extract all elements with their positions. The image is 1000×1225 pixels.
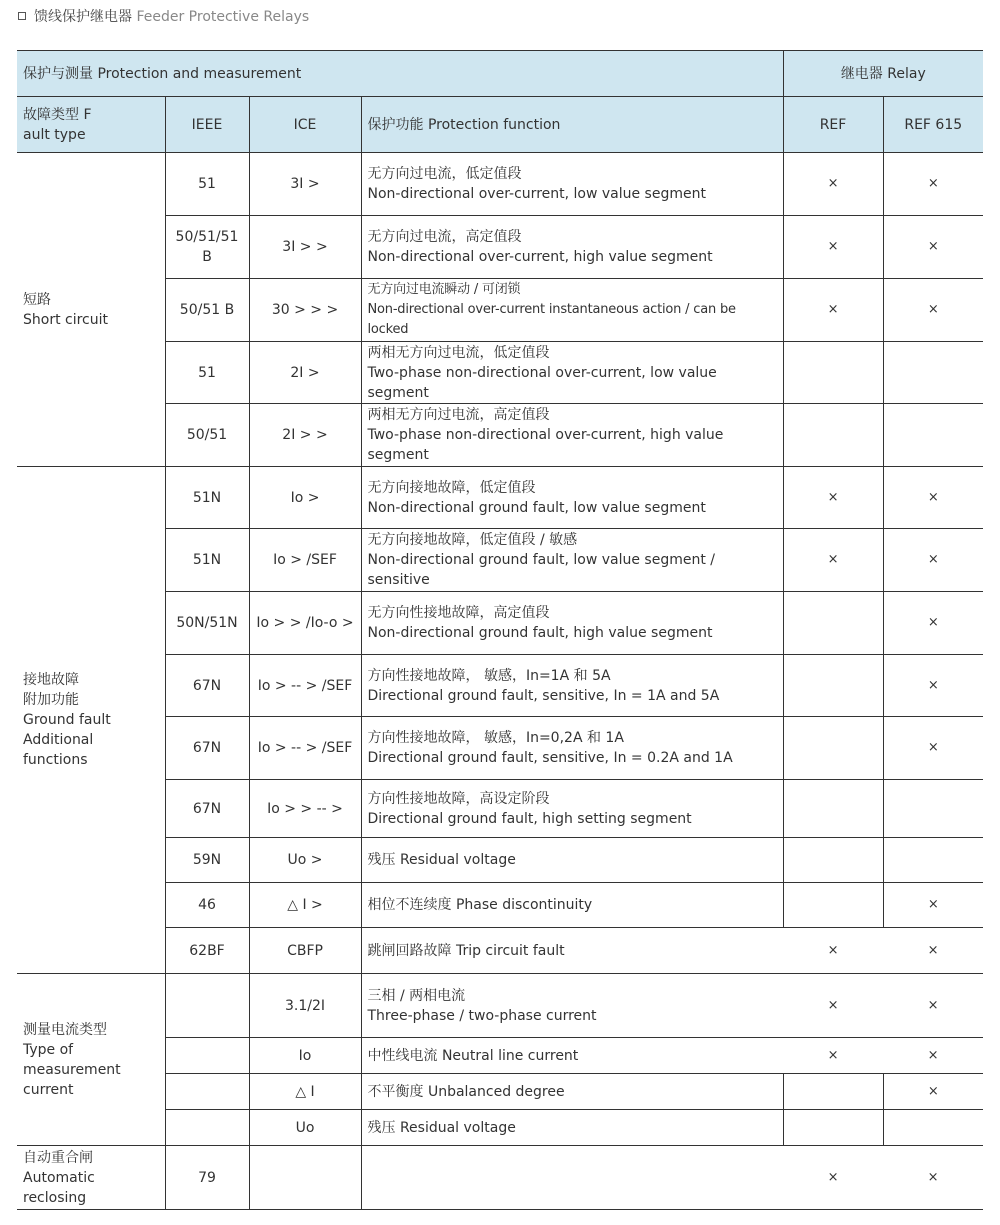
cell-function: 无方向过电流，低定值段 Non-directional over-current, low value segment <box>361 153 783 216</box>
cell-ice: 3I > <box>249 153 361 216</box>
cell-function <box>361 1146 783 1210</box>
table-row <box>17 467 983 529</box>
cell-ieee: 51 <box>165 342 249 404</box>
cell-function: 两相无方向过电流，低定值段 Two-phase non-directional over-current, low value segment <box>361 342 783 404</box>
cell-ref615: × <box>883 974 983 1038</box>
cell-ref615: × <box>883 928 983 974</box>
header-ref: REF <box>783 97 883 153</box>
cell-function: 方向性接地故障，高设定阶段 Directional ground fault, high setting segment <box>361 780 783 838</box>
cell-ice: Io > -- > /SEF <box>249 717 361 780</box>
cell-ieee: 59N <box>165 838 249 883</box>
cell-ice: Io > -- > /SEF <box>249 655 361 717</box>
cell-ice: 30 > > > <box>249 279 361 342</box>
cell-ref615 <box>883 342 983 404</box>
cell-ref615 <box>883 780 983 838</box>
cell-ref: × <box>783 974 883 1038</box>
cell-ref615: × <box>883 592 983 655</box>
header-protection-function: 保护功能 Protection function <box>361 97 783 153</box>
cell-ref615: × <box>883 883 983 928</box>
header-protection-measurement: 保护与测量 Protection and measurement <box>17 51 783 97</box>
page-title <box>18 6 309 26</box>
cell-function: 残压 Residual voltage <box>361 1110 783 1146</box>
cell-function: 跳闸回路故障 Trip circuit fault <box>361 928 783 974</box>
cell-ref615: × <box>883 279 983 342</box>
group-auto-reclosing: 自动重合闸 Automatic reclosing <box>17 1146 165 1210</box>
header-ref615: REF 615 <box>883 97 983 153</box>
cell-function: 方向性接地故障， 敏感，In=1A 和 5A Directional ground fault, sensitive, In = 1A and 5A <box>361 655 783 717</box>
cell-function: 相位不连续度 Phase discontinuity <box>361 883 783 928</box>
cell-ice: Uo <box>249 1110 361 1146</box>
relay-table <box>17 50 983 1210</box>
cell-ref: × <box>783 216 883 279</box>
cell-ref615: × <box>883 1146 983 1210</box>
cell-ref <box>783 780 883 838</box>
title-en: Feeder Protective Relays <box>136 9 310 25</box>
cell-function: 无方向性接地故障，高定值段 Non-directional ground fault, high value segment <box>361 592 783 655</box>
cell-ice: 3.1/2I <box>249 974 361 1038</box>
cell-ref615 <box>883 404 983 467</box>
cell-function: 无方向接地故障，低定值段 Non-directional ground fault, low value segment <box>361 467 783 529</box>
table-row <box>17 974 983 1038</box>
cell-ieee: 50N/51N <box>165 592 249 655</box>
cell-ref615: × <box>883 1038 983 1074</box>
cell-ice: 3I > > <box>249 216 361 279</box>
cell-ref <box>783 1074 883 1110</box>
cell-ieee: 79 <box>165 1146 249 1210</box>
cell-ref615 <box>883 838 983 883</box>
cell-ieee: 51 <box>165 153 249 216</box>
cell-ref615: × <box>883 655 983 717</box>
cell-function: 无方向过电流瞬动 / 可闭锁 Non-directional over-current instantaneous action / can be locked <box>361 279 783 342</box>
cell-ref615: × <box>883 717 983 780</box>
cell-ice: Io > > -- > <box>249 780 361 838</box>
cell-ice: Io > <box>249 467 361 529</box>
cell-ref615: × <box>883 216 983 279</box>
cell-ref: × <box>783 467 883 529</box>
group-short-circuit: 短路 Short circuit <box>17 153 165 467</box>
cell-function: 中性线电流 Neutral line current <box>361 1038 783 1074</box>
cell-ref <box>783 404 883 467</box>
cell-ref: × <box>783 928 883 974</box>
cell-function: 三相 / 两相电流 Three-phase / two-phase current <box>361 974 783 1038</box>
cell-ice: Io > > /Io-o > <box>249 592 361 655</box>
table-row <box>17 1146 983 1210</box>
cell-ref: × <box>783 1146 883 1210</box>
cell-ieee: 50/51 B <box>165 279 249 342</box>
header-fault-type: 故障类型 F ault type <box>17 97 165 153</box>
cell-ice: CBFP <box>249 928 361 974</box>
cell-ieee: 51N <box>165 467 249 529</box>
cell-ref <box>783 717 883 780</box>
cell-ref: × <box>783 1038 883 1074</box>
group-ground-fault: 接地故障 附加功能 Ground fault Additional functions <box>17 467 165 974</box>
cell-ieee <box>165 1074 249 1110</box>
title-zh: 馈线保护继电器 <box>34 9 132 25</box>
cell-ieee <box>165 974 249 1038</box>
cell-ref <box>783 342 883 404</box>
header-ieee: IEEE <box>165 97 249 153</box>
cell-ice: Io <box>249 1038 361 1074</box>
cell-ieee: 67N <box>165 780 249 838</box>
cell-ref615: × <box>883 467 983 529</box>
cell-ieee: 67N <box>165 655 249 717</box>
cell-ref: × <box>783 529 883 592</box>
cell-ice: △ I > <box>249 883 361 928</box>
cell-ieee: 50/51/51 B <box>165 216 249 279</box>
cell-ref: × <box>783 153 883 216</box>
cell-ref615: × <box>883 153 983 216</box>
cell-function: 无方向过电流，高定值段 Non-directional over-current, high value segment <box>361 216 783 279</box>
table-row <box>17 153 983 216</box>
cell-ieee: 46 <box>165 883 249 928</box>
cell-function: 不平衡度 Unbalanced degree <box>361 1074 783 1110</box>
group-measurement-current: 测量电流类型 Type of measurement current <box>17 974 165 1146</box>
cell-ieee: 50/51 <box>165 404 249 467</box>
header-row-2 <box>17 97 983 153</box>
cell-ice <box>249 1146 361 1210</box>
cell-function: 两相无方向过电流，高定值段 Two-phase non-directional over-current, high value segment <box>361 404 783 467</box>
cell-ref615: × <box>883 1074 983 1110</box>
cell-ieee: 51N <box>165 529 249 592</box>
cell-ice: 2I > <box>249 342 361 404</box>
cell-ref <box>783 838 883 883</box>
cell-ref615: × <box>883 529 983 592</box>
cell-function: 残压 Residual voltage <box>361 838 783 883</box>
cell-ref <box>783 883 883 928</box>
cell-ieee: 62BF <box>165 928 249 974</box>
cell-ref <box>783 592 883 655</box>
cell-ref <box>783 1110 883 1146</box>
header-row-1 <box>17 51 983 97</box>
cell-ref <box>783 655 883 717</box>
header-relay: 继电器 Relay <box>783 51 983 97</box>
cell-ice: 2I > > <box>249 404 361 467</box>
square-bullet-icon <box>18 12 26 20</box>
cell-ice: △ I <box>249 1074 361 1110</box>
cell-ref615 <box>883 1110 983 1146</box>
cell-ieee <box>165 1110 249 1146</box>
header-ice: ICE <box>249 97 361 153</box>
cell-ice: Uo > <box>249 838 361 883</box>
cell-ice: Io > /SEF <box>249 529 361 592</box>
cell-ieee: 67N <box>165 717 249 780</box>
cell-ieee <box>165 1038 249 1074</box>
cell-function: 无方向接地故障，低定值段 / 敏感 Non-directional ground fault, low value segment / sensitive <box>361 529 783 592</box>
cell-function: 方向性接地故障， 敏感，In=0,2A 和 1A Directional ground fault, sensitive, In = 0.2A and 1A <box>361 717 783 780</box>
cell-ref: × <box>783 279 883 342</box>
